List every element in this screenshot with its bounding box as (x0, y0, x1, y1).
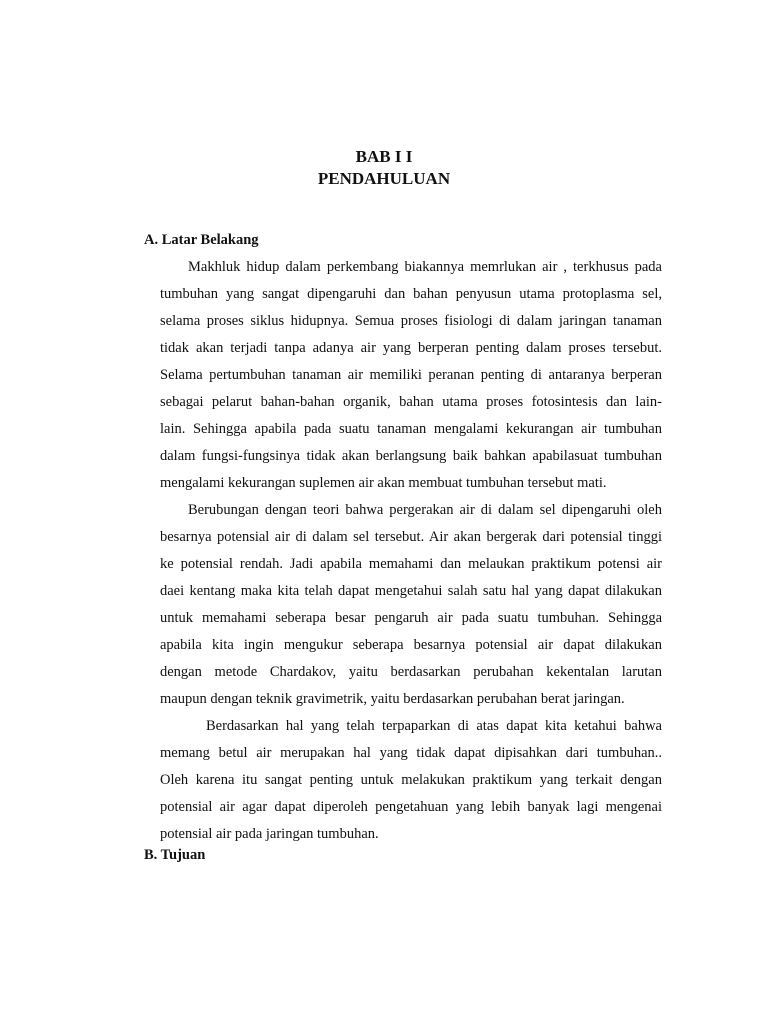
paragraph-1-line: selama proses siklus hidupnya. Semua proses fisiologi di dalam jaringan tanaman (160, 313, 662, 329)
paragraph-1-line: tidak akan terjadi tanpa adanya air yang berperan penting dalam proses tersebut. (160, 340, 662, 356)
paragraph-3-line: memang betul air merupakan hal yang tidak dapat dipisahkan dari tumbuhan.. (160, 745, 662, 761)
paragraph-3-line: potensial air pada jaringan tumbuhan. (160, 826, 379, 842)
paragraph-1-line: sebagai pelarut bahan-bahan organik, bahan utama proses fotosintesis dan lain- (160, 394, 662, 410)
paragraph-2-line: besarnya potensial air di dalam sel tersebut. Air akan bergerak dari potensial tinggi (160, 529, 662, 545)
paragraph-2-line: ke potensial rendah. Jadi apabila memahami dan melaukan praktikum potensi air (160, 556, 662, 572)
section-heading-latar-belakang: A. Latar Belakang (144, 232, 259, 248)
chapter-label: BAB I I (355, 147, 413, 166)
paragraph-3-line: Berdasarkan hal yang telah terpaparkan di atas dapat kita ketahui bahwa (206, 718, 662, 734)
paragraph-3-line: potensial air agar dapat diperoleh pengetahuan yang lebih banyak lagi mengenai (160, 799, 662, 815)
paragraph-2-line: maupun dengan teknik gravimetrik, yaitu berdasarkan perubahan berat jaringan. (160, 691, 625, 707)
paragraph-2-line: daei kentang maka kita telah dapat mengetahui salah satu hal yang dapat dilakukan (160, 583, 662, 599)
paragraph-1-line: dalam fungsi-fungsinya tidak akan berlangsung baik bahkan apabilasuat tumbuhan (160, 448, 662, 464)
latar-belakang-body (160, 254, 662, 848)
section-heading-tujuan: B. Tujuan (144, 847, 206, 863)
paragraph-2-line: dengan metode Chardakov, yaitu berdasarkan perubahan kekentalan larutan (160, 664, 662, 680)
paragraph-2-line: untuk memahami seberapa besar pengaruh air pada suatu tumbuhan. Sehingga (160, 610, 662, 626)
chapter-title: PENDAHULUAN (317, 169, 451, 188)
paragraph-1-line: Makhluk hidup dalam perkembang biakannya memrlukan air , terkhusus pada (188, 259, 662, 275)
paragraph-1-line: Selama pertumbuhan tanaman air memiliki peranan penting di antaranya berperan (160, 367, 662, 383)
paragraph-1-line: tumbuhan yang sangat dipengaruhi dan bahan penyusun utama protoplasma sel, (160, 286, 662, 302)
paragraph-2-line: apabila kita ingin mengukur seberapa besarnya potensial air dapat dilakukan (160, 637, 662, 653)
paragraph-1-line: mengalami kekurangan suplemen air akan membuat tumbuhan tersebut mati. (160, 475, 607, 491)
paragraph-1-line: lain. Sehingga apabila pada suatu tanaman mengalami kekurangan air tumbuhan (160, 421, 662, 437)
paragraph-2-line: Berubungan dengan teori bahwa pergerakan air di dalam sel dipengaruhi oleh (188, 502, 662, 518)
paragraph-3-line: Oleh karena itu sangat penting untuk melakukan praktikum yang terkait dengan (160, 772, 662, 788)
